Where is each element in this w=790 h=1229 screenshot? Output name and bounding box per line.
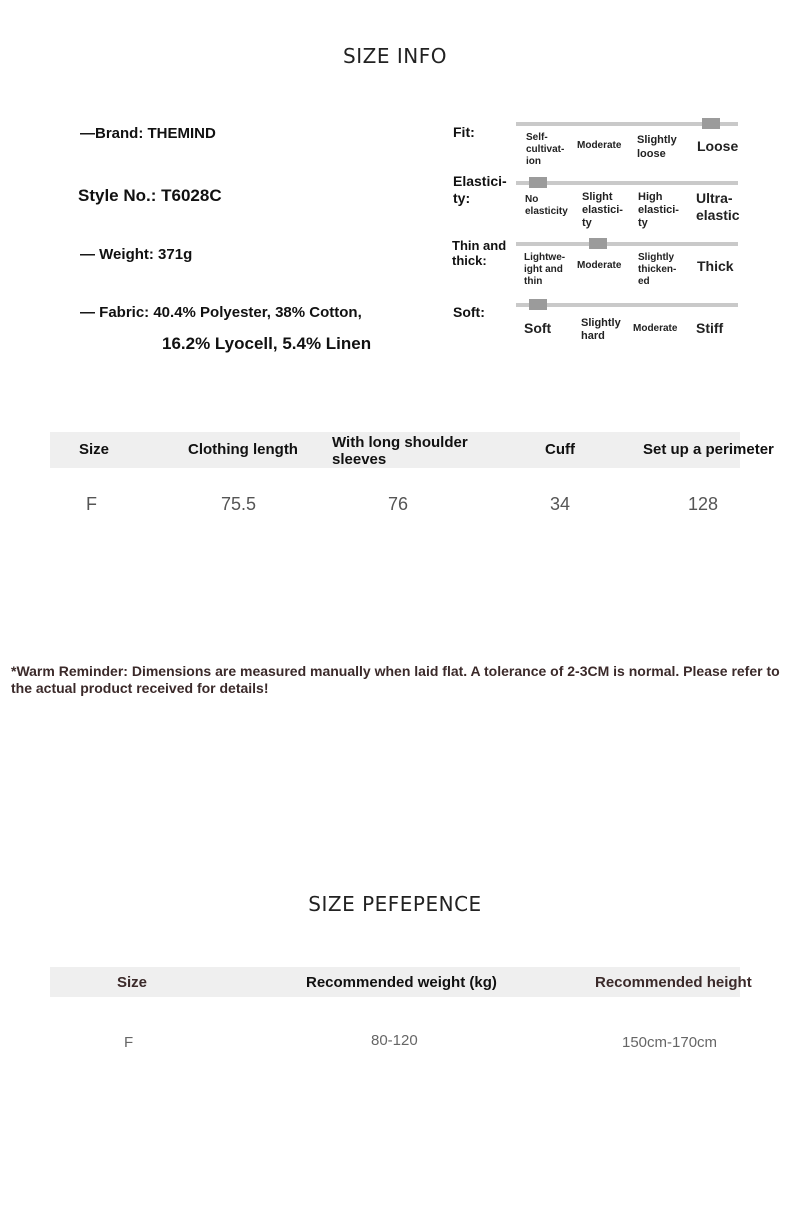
scale-option: Slightly thicken-ed <box>638 252 677 287</box>
reference-header-weight: Recommended weight (kg) <box>306 974 497 991</box>
size-reference-title: SIZE PEFEPENCE <box>308 892 482 916</box>
scale-label-thickness: Thin and thick: <box>452 238 507 268</box>
reference-header-height: Recommended height <box>595 974 752 991</box>
scale-option: Loose <box>697 138 739 154</box>
size-table-cell: 34 <box>550 494 571 514</box>
scale-bar-elasticity <box>516 181 738 185</box>
scale-option: High elastici-ty <box>638 191 679 229</box>
scale-option: Slightly loose <box>637 134 677 160</box>
weight-text: — Weight: 371g <box>80 246 193 263</box>
scale-option: Moderate <box>633 323 678 334</box>
scale-label-softness: Soft: <box>453 304 485 320</box>
brand-text: —Brand: THEMIND <box>80 125 216 142</box>
size-table-header-perimeter: Set up a perimeter <box>643 441 774 458</box>
scale-knob-softness <box>529 299 547 310</box>
style-number-text: Style No.: T6028C <box>78 186 222 205</box>
fabric-text-line2: 16.2% Lyocell, 5.4% Linen <box>162 334 372 353</box>
warm-reminder-text: *Warm Reminder: Dimensions are measured manually when laid flat. A tolerance of 2-3CM is normal. Please refer to the actual product received for details! <box>11 663 780 696</box>
scale-option: No elasticity <box>525 194 568 217</box>
scale-option: Soft <box>524 320 552 336</box>
size-table-header-size: Size <box>79 441 110 458</box>
reference-table-cell: 80-120 <box>371 1032 418 1049</box>
size-table-cell: F <box>86 494 97 514</box>
scale-bar-softness <box>516 303 738 307</box>
size-table-cell: 128 <box>688 494 719 514</box>
size-table-cell: 76 <box>388 494 409 514</box>
scale-knob-elasticity <box>529 177 547 188</box>
scale-option: Moderate <box>577 260 622 271</box>
scale-option: Slightly hard <box>581 317 621 342</box>
scale-label-elasticity: Elastici-ty: <box>453 173 507 206</box>
reference-table-cell: 150cm-170cm <box>622 1034 718 1051</box>
size-table-header-length: Clothing length <box>188 441 298 458</box>
scale-option: Slight elastici-ty <box>582 191 623 229</box>
reference-table-cell: F <box>124 1034 134 1051</box>
scale-option: Ultra-elastic <box>696 190 740 223</box>
size-info-title: SIZE INFO <box>343 44 447 68</box>
scale-option: Self-cultivat-ion <box>526 132 565 167</box>
scale-option: Lightwe-ight and thin <box>524 252 566 287</box>
size-table-header-sleeves: With long shoulder sleeves <box>332 434 468 468</box>
scale-option: Stiff <box>696 320 724 336</box>
size-table-cell: 75.5 <box>221 494 257 514</box>
reference-header-size: Size <box>117 974 148 991</box>
scale-option: Thick <box>697 258 734 274</box>
scale-knob-thickness <box>589 238 607 249</box>
size-table-header-cuff: Cuff <box>545 441 575 458</box>
scale-knob-fit <box>702 118 720 129</box>
fabric-text-line1: — Fabric: 40.4% Polyester, 38% Cotton, <box>80 304 362 321</box>
scale-bar-thickness <box>516 242 738 246</box>
scale-label-fit: Fit: <box>453 124 475 140</box>
scale-option: Moderate <box>577 140 622 151</box>
